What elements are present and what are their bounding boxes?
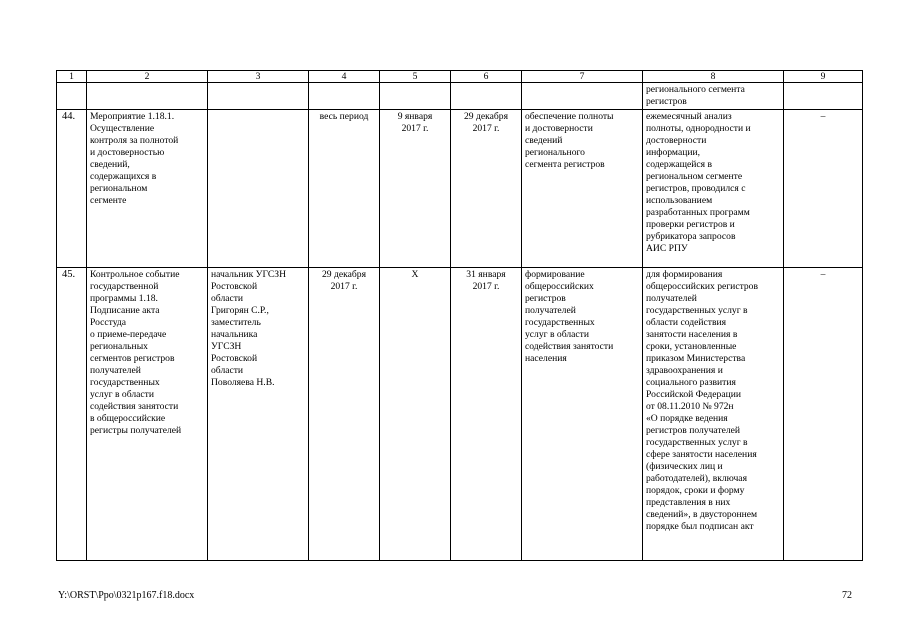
cell-text-line: общероссийских <box>525 281 594 292</box>
cell-text-line: и достоверностью <box>90 147 165 158</box>
cell-text-line: для формирования <box>646 269 723 280</box>
table-row-44 <box>57 110 863 268</box>
cell-text-line: представления в них <box>646 497 731 508</box>
cell-text-line: от 08.11.2010 № 972н <box>646 401 734 412</box>
cell-text-line: сведений, <box>90 159 130 170</box>
cell-text-line: 2017 г. <box>330 281 358 292</box>
cell-text-line: регистров, проводился с <box>646 183 746 194</box>
continuation-row <box>57 83 863 110</box>
cell-text-line: регистров <box>646 96 687 107</box>
cell-text-line: сфере занятости населения <box>646 449 757 460</box>
cell-text-line: начальник УГСЗН <box>211 269 287 280</box>
cell-text-line: ежемесячный анализ <box>646 111 732 122</box>
cell-text-line: 2017 г. <box>401 123 429 134</box>
responsible-cell <box>208 268 309 561</box>
cell-text-line: 2017 г. <box>472 281 500 292</box>
cell-text-line: программы 1.18. <box>90 293 158 304</box>
cell-text-line: услуг в области <box>525 329 589 340</box>
header-cell-1: 1 <box>57 71 87 83</box>
cell-text-line: области содействия <box>646 317 727 328</box>
cell-text-line: АИС РПУ <box>646 243 688 254</box>
end-date-cell <box>451 268 522 561</box>
cell-text-line: получателей <box>90 365 141 376</box>
plan-table <box>56 70 863 561</box>
cell-text-line: сегментов регистров <box>90 353 175 364</box>
cell-text-line: сегменте <box>90 195 127 206</box>
cell-text-line: здравоохранения и <box>646 365 723 376</box>
cell-text-line: разработанных программ <box>646 207 750 218</box>
cell-text-line: Григорян С.Р., <box>211 305 269 316</box>
cell-text-line: государственных услуг в <box>646 305 748 316</box>
cell-text-line: области <box>211 365 244 376</box>
cell-text-line: полноты, однородности и <box>646 123 751 134</box>
cell-text-line: населения <box>525 353 567 364</box>
cell-text-line: сведений <box>525 135 563 146</box>
cell-text-line: 2017 г. <box>472 123 500 134</box>
cell-text-line: государственных услуг в <box>646 437 748 448</box>
actual-result-cell <box>643 268 784 561</box>
cell-text-line: 29 декабря <box>464 111 508 122</box>
start-date-cell: весь период <box>309 110 380 268</box>
cell-text-line: общероссийских регистров <box>646 281 759 292</box>
cell-text-line: порядок, сроки и форму <box>646 485 745 496</box>
responsible-cell <box>208 110 309 268</box>
cell-text-line: контроля за полнотой <box>90 135 179 146</box>
header-row <box>57 71 863 83</box>
begin-date-cell: Х <box>380 268 451 561</box>
event-name-cell <box>87 110 208 268</box>
cell-text-line: «О порядке ведения <box>646 413 728 424</box>
cell-empty <box>87 83 208 110</box>
cell-empty <box>380 83 451 110</box>
actual-result-cell <box>643 110 784 268</box>
cell-text-line: обеспечение полноты <box>525 111 614 122</box>
expected-result-cell <box>522 110 643 268</box>
cell-text-line: регистров <box>525 293 566 304</box>
cell-text-line: начальника <box>211 329 258 340</box>
cell-text-line: содействия занятости <box>525 341 614 352</box>
cell-text-line: формирование <box>525 269 585 280</box>
cell-empty <box>784 83 863 110</box>
cell-text-line: регистров получателей <box>646 425 741 436</box>
file-path-footer: Y:\ORST\Ppo\0321p167.f18.docx <box>58 590 195 601</box>
cell-text-line: в общероссийские <box>90 413 166 424</box>
cell-text-line: о приеме-передаче <box>90 329 167 340</box>
cell-text-line: (физических лиц и <box>646 461 723 472</box>
cell-text-line: услуг в области <box>90 389 154 400</box>
cell-text-line: проверки регистров и <box>646 219 735 230</box>
cell-text-line: Подписание акта <box>90 305 160 316</box>
start-date-cell <box>309 268 380 561</box>
page-number: 72 <box>842 590 852 601</box>
cell-empty <box>309 83 380 110</box>
cell-empty <box>522 83 643 110</box>
cell-text-line: содействия занятости <box>90 401 179 412</box>
row-number: 44. <box>57 110 87 268</box>
cell-text-line: заместитель <box>211 317 261 328</box>
end-date-cell <box>451 110 522 268</box>
cell-text-line: информации, <box>646 147 700 158</box>
cell-text-line: сведений», в двустороннем <box>646 509 758 520</box>
cell-text-line: регионального <box>525 147 585 158</box>
cell-text-line: Росстуда <box>90 317 127 328</box>
cell-text-line: работодателей), включая <box>646 473 747 484</box>
cell-text-line: Поволяева Н.В. <box>211 377 275 388</box>
cell-text-line: достоверности <box>646 135 707 146</box>
cell-text-line: социального развития <box>646 377 736 388</box>
cell-text-line: Мероприятие 1.18.1. <box>90 111 175 122</box>
cell-text-line: сроки, установленные <box>646 341 737 352</box>
cell-text-line: рубрикатора запросов <box>646 231 736 242</box>
cell-text-line: Ростовской <box>211 281 258 292</box>
notes-cell: – <box>784 268 863 561</box>
cell-text-line: 29 декабря <box>322 269 366 280</box>
cell-text-line: получателей <box>646 293 697 304</box>
cell-text-line: приказом Министерства <box>646 353 746 364</box>
cell-text-line: Российской Федерации <box>646 389 741 400</box>
cell-empty <box>451 83 522 110</box>
cell-empty <box>208 83 309 110</box>
cell-text-line: 9 января <box>397 111 433 122</box>
cell-text-line: содержащейся в <box>646 159 712 170</box>
cell-text-line: региональных <box>90 341 148 352</box>
cell-text-line: УГСЗН <box>211 341 242 352</box>
row-number: 45. <box>57 268 87 561</box>
cell-text-line: региональном <box>90 183 148 194</box>
cell-text-line: государственных <box>525 317 595 328</box>
header-cell-4: 4 <box>309 71 380 83</box>
cell-text-line: содержащихся в <box>90 171 157 182</box>
cont-result-cell <box>643 83 784 110</box>
cell-text-line: регионального сегмента <box>646 84 745 95</box>
cell-text-line: Ростовской <box>211 353 258 364</box>
header-cell-7: 7 <box>522 71 643 83</box>
notes-cell: – <box>784 110 863 268</box>
header-cell-8: 8 <box>643 71 784 83</box>
cell-text-line: регистры получателей <box>90 425 182 436</box>
expected-result-cell <box>522 268 643 561</box>
begin-date-cell <box>380 110 451 268</box>
cell-text-line: Контрольное событие <box>90 269 180 280</box>
header-cell-9: 9 <box>784 71 863 83</box>
cell-text-line: и достоверности <box>525 123 593 134</box>
cell-text-line: области <box>211 293 244 304</box>
header-cell-3: 3 <box>208 71 309 83</box>
header-cell-5: 5 <box>380 71 451 83</box>
header-cell-2: 2 <box>87 71 208 83</box>
cell-text-line: региональном сегменте <box>646 171 743 182</box>
table-row-45 <box>57 268 863 561</box>
event-name-cell <box>87 268 208 561</box>
cell-text-line: сегмента регистров <box>525 159 605 170</box>
cell-text-line: 31 января <box>466 269 506 280</box>
cell-text-line: государственных <box>90 377 160 388</box>
cell-text-line: государственной <box>90 281 159 292</box>
cell-text-line: Осуществление <box>90 123 155 134</box>
header-cell-6: 6 <box>451 71 522 83</box>
cell-text-line: порядке был подписан акт <box>646 521 754 532</box>
cell-empty <box>57 83 87 110</box>
cell-text-line: занятости населения в <box>646 329 738 340</box>
cell-text-line: получателей <box>525 305 576 316</box>
cell-text-line: использованием <box>646 195 713 206</box>
